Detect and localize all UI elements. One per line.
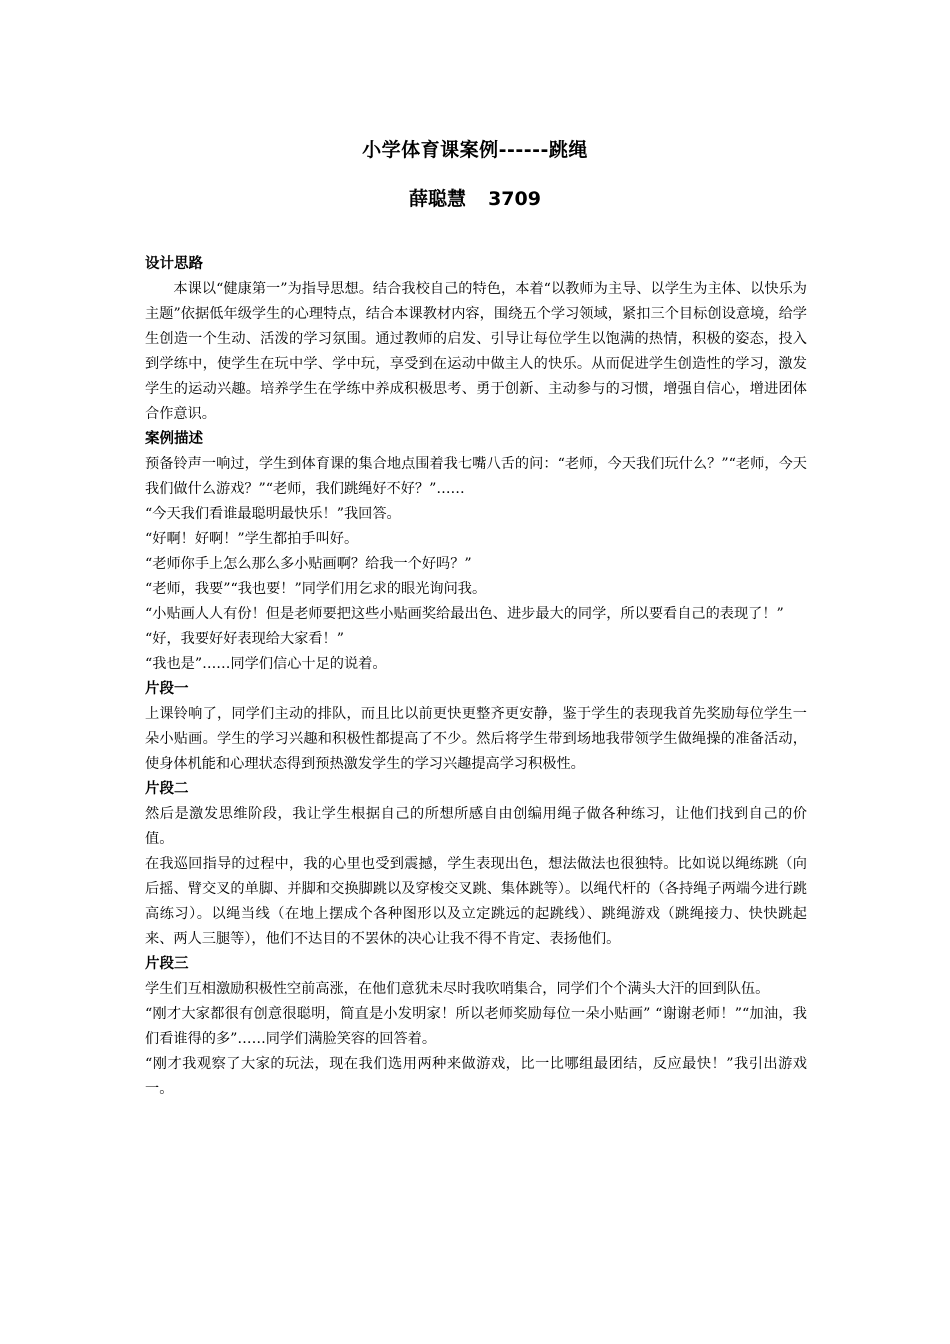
paragraph: “刚才我观察了大家的玩法，现在我们选用两种来做游戏，比一比哪组最团结，反应最快！”我引出游戏一。 <box>145 1056 807 1097</box>
paragraph: “小贴画人人有份！但是老师要把这些小贴画奖给最出色、进步最大的同学，所以要看自己的表现了！” <box>145 606 784 622</box>
document-body <box>145 252 807 1102</box>
paragraph: “老师你手上怎么那么多小贴画啊？给我一个好吗？” <box>145 556 472 572</box>
paragraph: 然后是激发思维阶段，我让学生根据自己的所想所感自由创编用绳子做各种练习，让他们找到自己的价值。 <box>145 806 807 847</box>
paragraph: “老师，我要”“我也要！”同学们用乞求的眼光询问我。 <box>145 581 487 597</box>
paragraph: 在我巡回指导的过程中，我的心里也受到震撼，学生表现出色，想法做法也很独特。比如说以绳练跳（向后摇、臂交叉的单脚、并脚和交换脚跳以及穿梭交叉跳、集体跳等）。以绳代杆的（各持绳子两端今进行跳高练习）。以绳当线（在地上摆成个各种图形以及立定跳远的起跳线）、跳绳游戏（跳绳接力、快快跳起来、两人三腿等），他们不达目的不罢休的决心让我不得不肯定、表扬他们。 <box>145 856 807 947</box>
paragraph: 学生们互相激励积极性空前高涨，在他们意犹未尽时我吹哨集合，同学们个个满头大汗的回到队伍。 <box>145 981 770 997</box>
section-heading-part2: 片段二 <box>145 781 189 797</box>
paragraph: “刚才大家都很有创意很聪明，简直是小发明家！所以老师奖励每位一朵小贴画” “谢谢老师！”“加油，我们看谁得的多”……同学们满脸笑容的回答着。 <box>145 1006 807 1047</box>
section-heading-part3: 片段三 <box>145 956 189 972</box>
author-name: 薛聪慧 <box>409 188 467 210</box>
paragraph: 本课以“健康第一”为指导思想。结合我校自己的特色，本着“以教师为主导、以学生为主体、以快乐为主题”依据低年级学生的心理特点，结合本课教材内容，围绕五个学习领域，紧扣三个目标创设意境，给学生创造一个生动、活泼的学习氛围。通过教师的启发、引导让每位学生以饱满的热情，积极的姿态，投入到学练中，使学生在玩中学、学中玩，享受到在运动中做主人的快乐。从而促进学生创造性的学习，激发学生的运动兴趣。培养学生在学练中养成积极思考、勇于创新、主动参与的习惯，增强自信心，增进团体合作意识。 <box>145 281 807 422</box>
paragraph: 上课铃响了，同学们主动的排队，而且比以前更快更整齐更安静，鉴于学生的表现我首先奖励每位学生一朵小贴画。学生的学习兴趣和积极性都提高了不少。然后将学生带到场地我带领学生做绳操的准备活动，使身体机能和心理状态得到预热激发学生的学习兴趣提高学习积极性。 <box>145 706 807 772</box>
paragraph: 预备铃声一响过，学生到体育课的集合地点围着我七嘴八舌的问：“老师，今天我们玩什么？”“老师，今天我们做什么游戏？”“老师，我们跳绳好不好？”…… <box>145 456 807 497</box>
author-number: 3709 <box>488 188 541 210</box>
author-line <box>0 186 950 212</box>
section-heading-case: 案例描述 <box>145 431 203 447</box>
paragraph: “好啊！好啊！”学生都拍手叫好。 <box>145 531 359 547</box>
paragraph: “今天我们看谁最聪明最快乐！”我回答。 <box>145 506 401 522</box>
paragraph: “好，我要好好表现给大家看！” <box>145 631 344 647</box>
section-heading-part1: 片段一 <box>145 681 189 697</box>
paragraph: “我也是”……同学们信心十足的说着。 <box>145 656 387 672</box>
section-heading-design: 设计思路 <box>145 256 203 272</box>
document-title: 小学体育课案例------跳绳 <box>362 139 588 161</box>
